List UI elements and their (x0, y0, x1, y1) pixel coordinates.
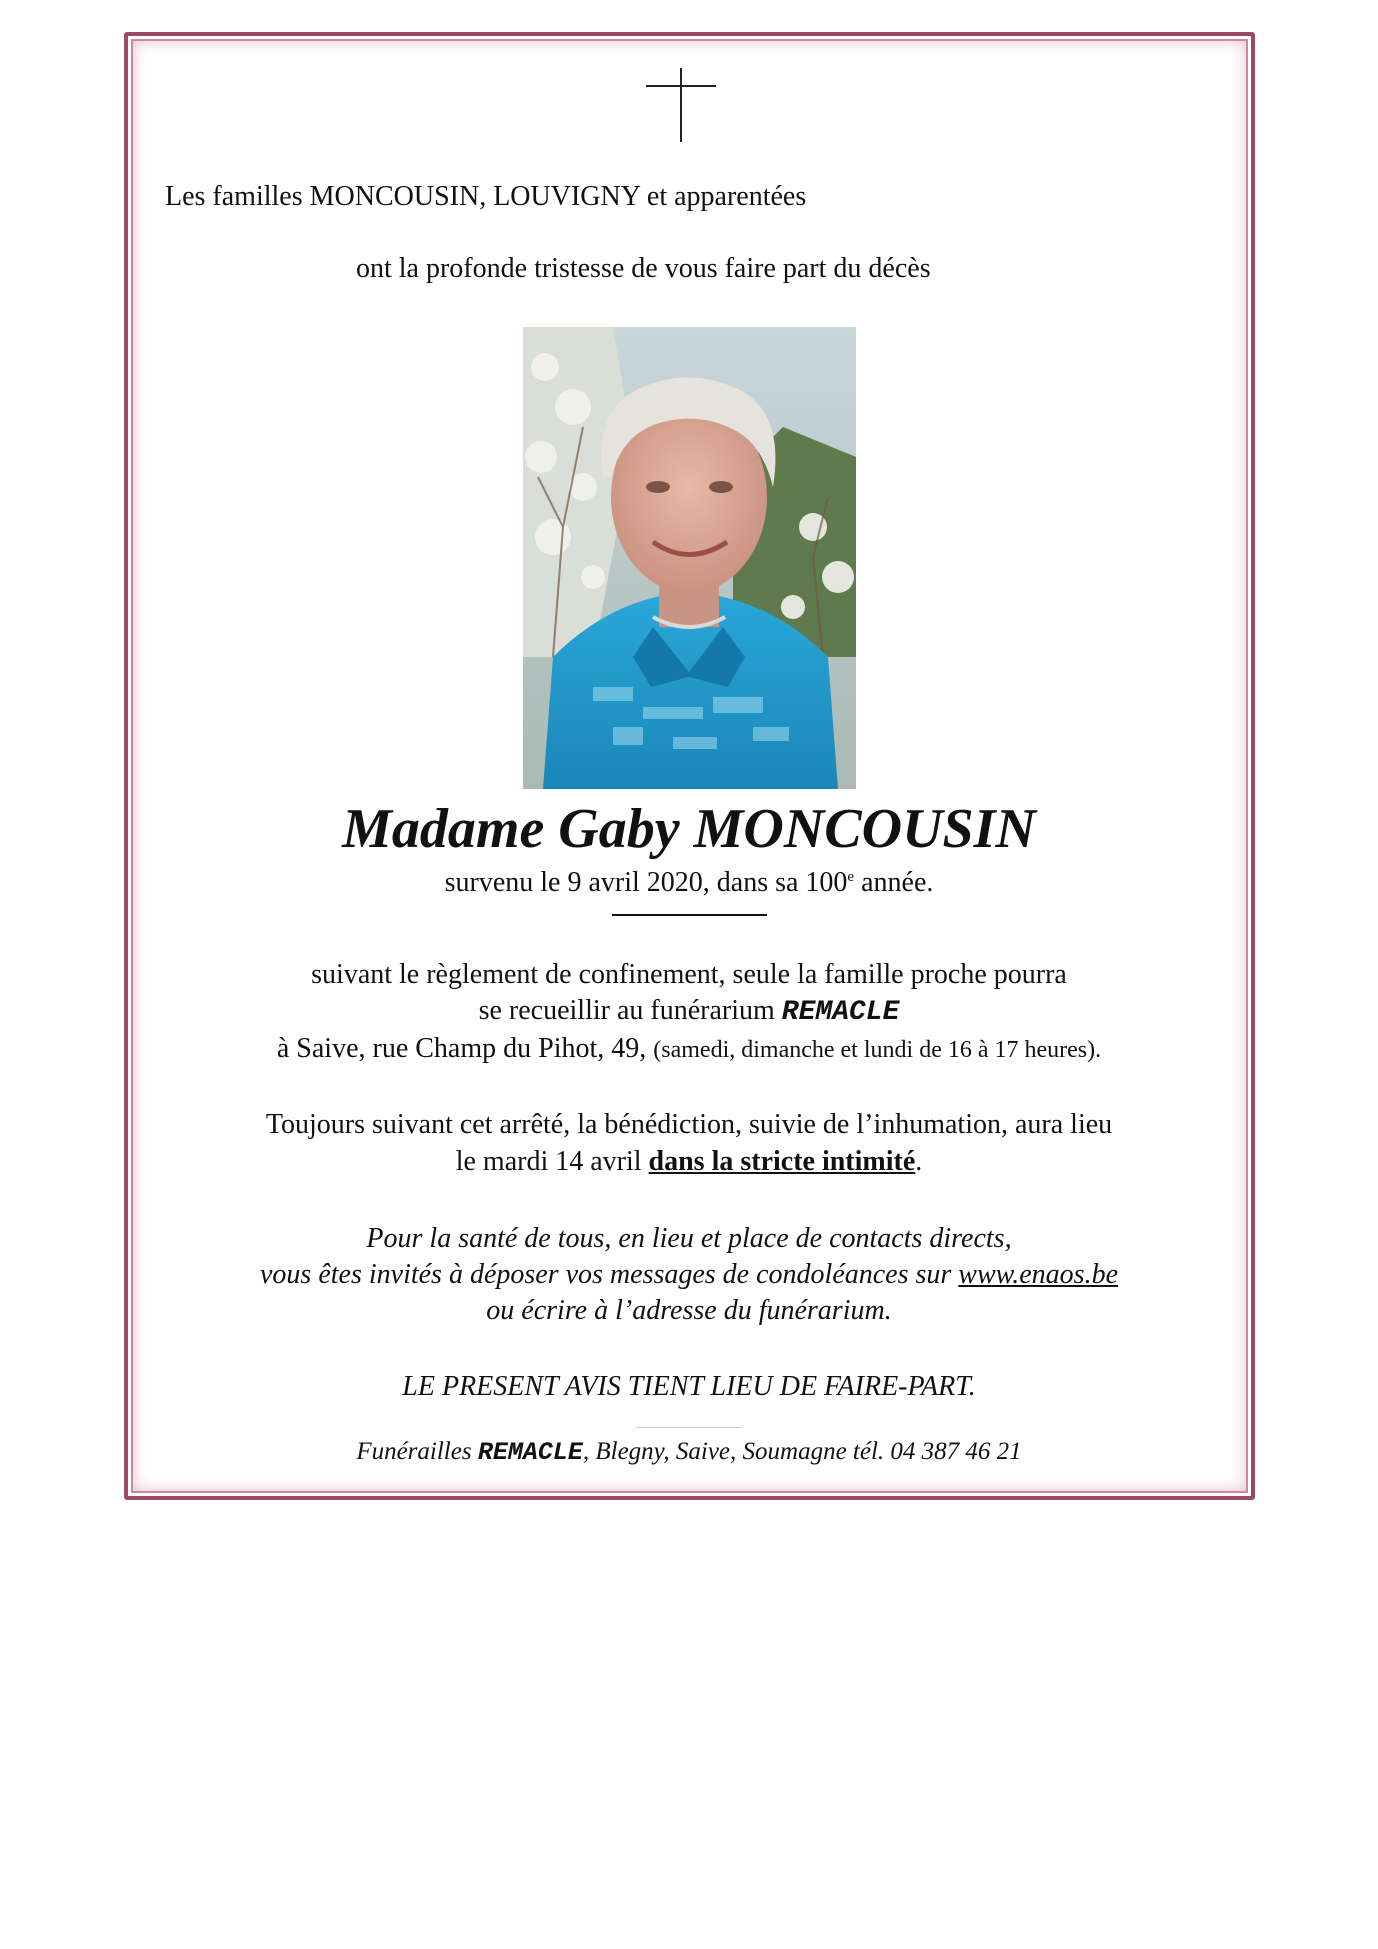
funeral-home-name: REMACLE (781, 997, 900, 1028)
condolences-line-2: vous êtes invités à déposer vos messages de condoléances sur www.enaos.be (260, 1259, 1118, 1290)
ordinal-suffix: e (847, 869, 855, 885)
announcement-line: ont la profonde tristesse de vous faire part du décès (356, 253, 931, 284)
viewing-hours: (samedi, dimanche et lundi de 16 à 17 heures). (653, 1037, 1102, 1063)
deceased-name: Madame Gaby MONCOUSIN (342, 798, 1036, 860)
death-date-line: survenu le 9 avril 2020, dans sa 100e année. (444, 867, 934, 898)
viewing-line-2: se recueillir au funérarium REMACLE (478, 995, 900, 1028)
footer-brand: REMACLE (477, 1438, 583, 1467)
footer-line: Funérailles REMACLE, Blegny, Saive, Soumagne tél. 04 387 46 21 (356, 1438, 1022, 1467)
cross-icon (646, 68, 716, 142)
condolences-line-3: ou écrire à l’adresse du funérarium. (486, 1295, 892, 1326)
notice-line: LE PRESENT AVIS TIENT LIEU DE FAIRE-PART. (402, 1371, 976, 1402)
separator-rule (612, 914, 767, 916)
viewing-line-1: suivant le règlement de confinement, seule la famille proche pourra (311, 959, 1067, 990)
ceremony-line-1: Toujours suivant cet arrêté, la bénédiction, suivie de l’inhumation, aura lieu (265, 1109, 1113, 1140)
portrait-photo (523, 327, 856, 789)
condolences-line-1: Pour la santé de tous, en lieu et place de contacts directs, (366, 1223, 1012, 1254)
footer-rule (636, 1427, 742, 1428)
condolences-website-link[interactable]: www.enaos.be (958, 1259, 1118, 1290)
ceremony-line-2: le mardi 14 avril dans la stricte intimité. (455, 1146, 923, 1177)
viewing-line-3: à Saive, rue Champ du Pihot, 49, (samedi, dimanche et lundi de 16 à 17 heures). (276, 1033, 1102, 1064)
families-line: Les familles MONCOUSIN, LOUVIGNY et apparentées (165, 181, 807, 212)
ceremony-emphasis: dans la stricte intimité (648, 1146, 916, 1177)
